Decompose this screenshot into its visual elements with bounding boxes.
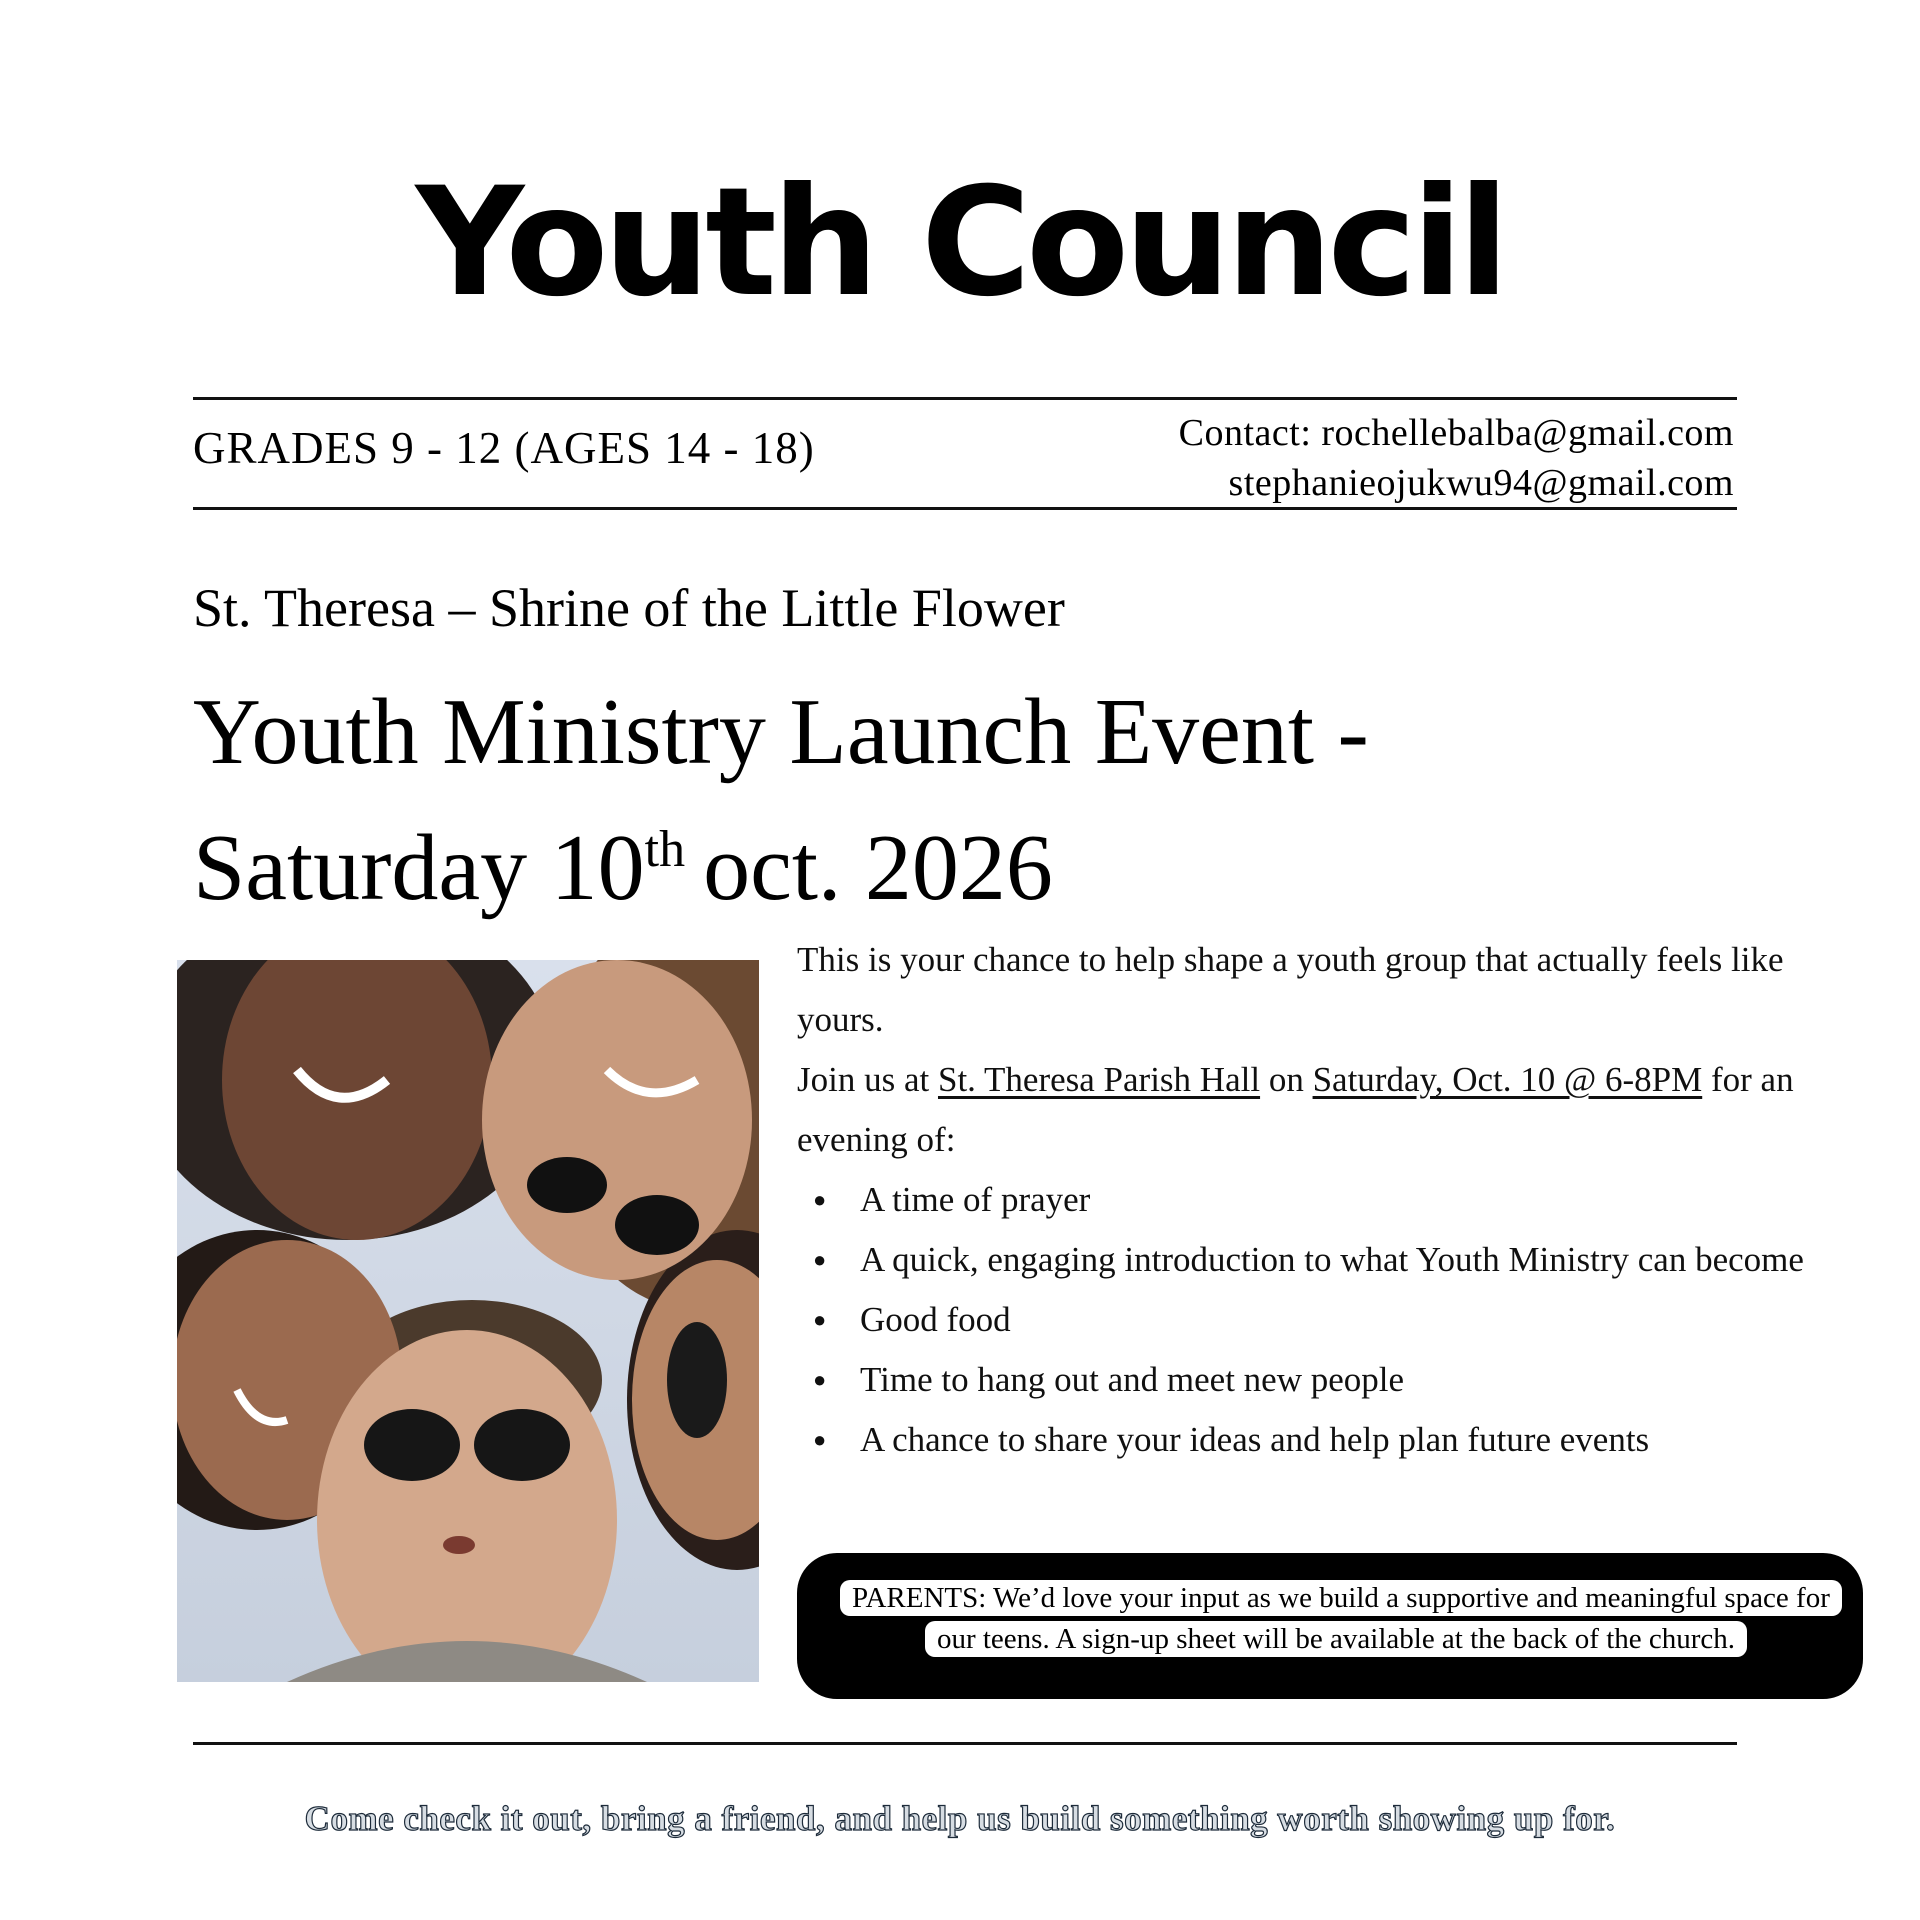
list-item: ● A quick, engaging introduction to what Youth Ministry can become (797, 1230, 1817, 1290)
venue-link: St. Theresa Parish Hall (937, 1060, 1261, 1099)
parish-name: St. Theresa – Shrine of the Little Flower (193, 578, 1065, 638)
header-bottom-divider (193, 507, 1737, 510)
activities-list (797, 1170, 1817, 1470)
list-item: ● Good food (797, 1290, 1817, 1350)
parents-callout-text: PARENTS: We’d love your input as we build a supportive and meaningful space for our teens. A sign-up sheet will be available at the back of the church. (840, 1580, 1842, 1657)
headline-date: Saturday 10 (193, 816, 645, 920)
event-description (797, 930, 1817, 1470)
list-item: ● Time to hang out and meet new people (797, 1350, 1817, 1410)
join-text: Join us at St. Theresa Parish Hall on Saturday, Oct. 10 @ 6-8PM for an evening of: (797, 1060, 1794, 1159)
footer-tagline: Come check it out, bring a friend, and help us build something worth showing up for. (304, 1799, 1616, 1838)
footer-divider (193, 1742, 1737, 1745)
contact-block (1179, 408, 1734, 508)
event-headline (193, 664, 1369, 936)
contact-line-1: Contact: rochellebalba@gmail.com (1178, 412, 1734, 454)
parents-callout (840, 1578, 1832, 1660)
contact-line-2: stephanieojukwu94@gmail.com (1228, 462, 1734, 504)
grades-label: GRADES 9 - 12 (AGES 14 - 18) (193, 423, 815, 473)
event-time: Saturday, Oct. 10 @ 6-8PM (1312, 1060, 1703, 1099)
headline-month-year: oct. 2026 (703, 816, 1053, 920)
headline-date-suffix: th (644, 821, 686, 878)
top-divider (193, 397, 1737, 400)
intro-text: This is your chance to help shape a youth group that actually feels like yours. (797, 940, 1784, 1039)
page-title: Youth Council (415, 156, 1505, 330)
headline-line-2 (193, 800, 1369, 936)
list-item: ● A chance to share your ideas and help plan future events (797, 1410, 1817, 1470)
group-of-teens-photo-icon (177, 960, 759, 1682)
list-item: ● A time of prayer (797, 1170, 1817, 1230)
headline-line-1: Youth Ministry Launch Event - (193, 680, 1369, 784)
